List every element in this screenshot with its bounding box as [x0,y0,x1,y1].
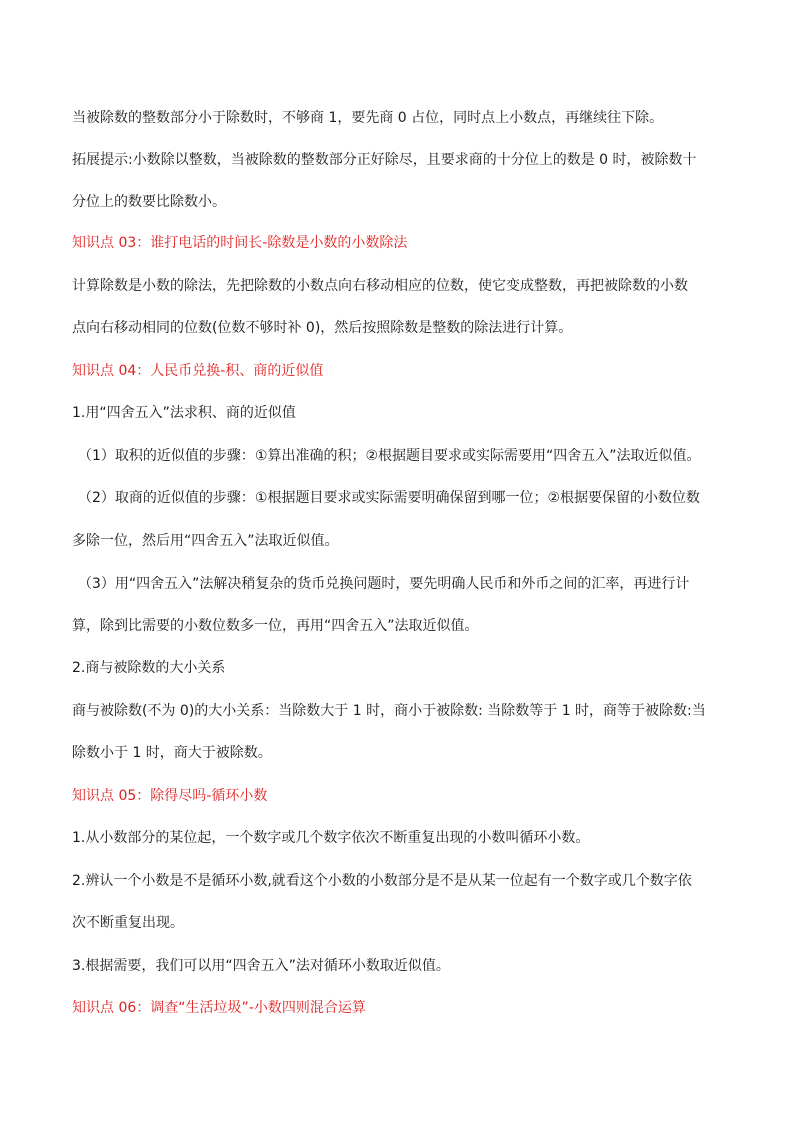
subheading-line: 1.用“四舍五入”法求积、商的近似值 [72,405,296,421]
tip-line: 分位上的数要比除数小。 [72,194,226,210]
paragraph-line: 计算除数是小数的除法，先把除数的小数点向右移动相应的位数，使它变成整数，再把被除数的小数 [72,278,688,294]
list-item: （2）取商的近似值的步骤：①根据题目要求或实际需要明确保留到哪一位；②根据要保留的小数位数 [78,490,701,506]
list-item-continuation: 算，除到比需要的小数位数多一位，再用“四舍五入”法取近似值。 [72,618,479,634]
list-item: 1.从小数部分的某位起，一个数字或几个数字依次不断重复出现的小数叫循环小数。 [72,830,590,846]
paragraph-line: 商与被除数(不为 0)的大小关系：当除数大于 1 时，商小于被除数: 当除数等于 1 时，商等于被除数:当 [72,703,706,719]
tip-line: 拓展提示:小数除以整数，当被除数的整数部分正好除尽，且要求商的十分位上的数是 0 时，被除数十 [72,152,697,168]
section-heading-04: 知识点 04：人民币兑换-积、商的近似值 [72,363,324,379]
paragraph-line: 当被除数的整数部分小于除数时，不够商 1，要先商 0 占位，同时点上小数点，再继续往下除。 [72,110,664,126]
section-heading-03: 知识点 03：谁打电话的时间长-除数是小数的小数除法 [72,235,408,251]
section-heading-06: 知识点 06：调查“生活垃圾”-小数四则混合运算 [72,1000,366,1016]
paragraph-line: 点向右移动相同的位数(位数不够时补 0)，然后按照除数是整数的除法进行计算。 [72,320,573,336]
section-heading-05: 知识点 05：除得尽吗-循环小数 [72,788,268,804]
paragraph-line: 除数小于 1 时，商大于被除数。 [72,745,272,761]
list-item: （1）取积的近似值的步骤：①算出准确的积；②根据题目要求或实际需要用“四舍五入”法取近似值。 [78,448,701,464]
list-item-continuation: 次不断重复出现。 [72,915,184,931]
list-item-continuation: 多除一位，然后用“四舍五入”法取近似值。 [72,533,339,549]
list-item: （3）用“四舍五入”法解决稍复杂的货币兑换问题时，要先明确人民币和外币之间的汇率，再进行计 [78,576,690,592]
list-item: 3.根据需要，我们可以用“四舍五入”法对循环小数取近似值。 [72,958,450,974]
subheading-line: 2.商与被除数的大小关系 [72,660,226,676]
list-item: 2.辨认一个小数是不是循环小数,就看这个小数的小数部分是不是从某一位起有一个数字或几个数字依 [72,873,692,889]
